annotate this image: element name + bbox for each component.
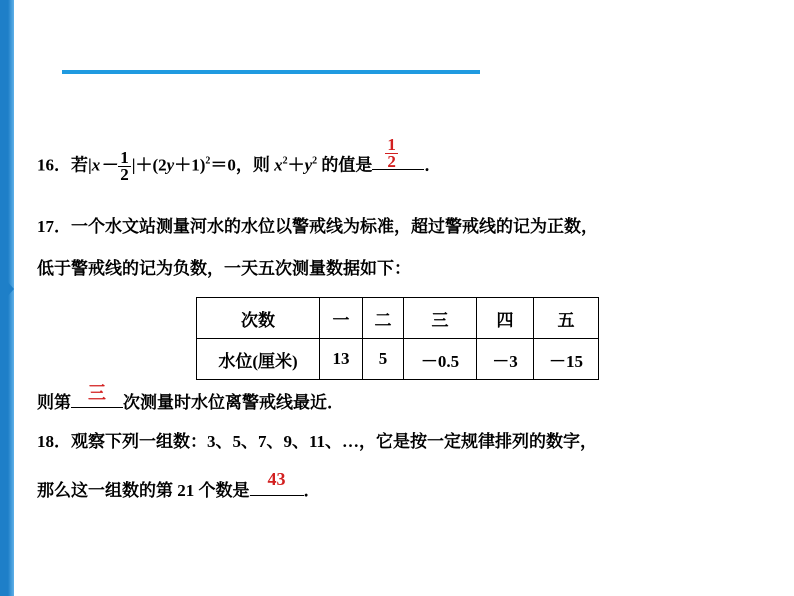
q16-text-plus: ＋ bbox=[287, 155, 305, 175]
q16-text-start: 16．若| bbox=[37, 155, 92, 175]
q18-text: 那么这一组数的第 21 个数是 bbox=[37, 481, 250, 500]
q17-answer: 三 bbox=[88, 383, 106, 403]
q16-var-y: y bbox=[166, 155, 175, 175]
question-18-line1: 18．观察下列一组数：3、5、7、9、11、…，它是按一定规律排列的数字， bbox=[37, 432, 598, 451]
q16-exponent-y: 2 bbox=[312, 155, 318, 167]
q16-var-x: x－ bbox=[91, 155, 118, 175]
q16-answer-blank bbox=[372, 135, 424, 172]
question-16 bbox=[37, 135, 442, 184]
q17-answer-blank bbox=[71, 383, 123, 408]
q16-exponent-x: 2 bbox=[282, 155, 288, 167]
q16-text-eq: ＝0，则 bbox=[210, 155, 275, 175]
q16-answer-denominator: 2 bbox=[387, 152, 396, 172]
question-17-line2: 低于警戒线的记为负数，一天五次测量数据如下： bbox=[37, 259, 411, 278]
table-cell: 二 bbox=[363, 298, 404, 339]
table-cell: 水位(厘米) bbox=[197, 339, 320, 380]
q16-var-x2: x bbox=[274, 155, 283, 175]
q16-fraction-numerator: 1 bbox=[120, 148, 129, 167]
q16-var-y2: y bbox=[304, 155, 313, 175]
q16-period: ． bbox=[424, 155, 442, 175]
table-cell: －3 bbox=[477, 339, 534, 380]
question-18-line2 bbox=[37, 469, 321, 501]
q16-text-plus1: ＋1) bbox=[174, 155, 206, 175]
q16-fraction-denominator: 2 bbox=[120, 165, 129, 184]
table-cell: 五 bbox=[534, 298, 599, 339]
q16-answer-fraction bbox=[385, 137, 398, 170]
q16-text-tail: 的值是 bbox=[317, 155, 373, 175]
table-cell: 13 bbox=[320, 339, 363, 380]
water-level-table bbox=[196, 297, 599, 380]
table-cell: 一 bbox=[320, 298, 363, 339]
q18-period: ． bbox=[303, 481, 321, 500]
left-accent-bar bbox=[0, 0, 14, 596]
q17-answer-prefix: 则第 bbox=[37, 393, 71, 412]
q16-answer-numerator: 1 bbox=[387, 135, 396, 155]
q16-text-mid: |＋(2 bbox=[131, 155, 167, 175]
question-17-answer-line bbox=[37, 383, 344, 413]
q16-fraction bbox=[118, 150, 131, 183]
q16-exponent: 2 bbox=[205, 155, 211, 167]
table-cell: 5 bbox=[363, 339, 404, 380]
q18-answer-blank bbox=[250, 469, 304, 496]
table-cell: 次数 bbox=[197, 298, 320, 339]
q17-answer-suffix: 次测量时水位离警戒线最近． bbox=[123, 393, 344, 412]
sidebar-notch-icon bbox=[6, 280, 14, 298]
table-cell: －0.5 bbox=[404, 339, 477, 380]
table-row bbox=[197, 298, 599, 339]
q18-answer: 43 bbox=[267, 469, 286, 489]
table-cell: －15 bbox=[534, 339, 599, 380]
table-row bbox=[197, 339, 599, 380]
header-divider bbox=[62, 70, 480, 74]
table-cell: 三 bbox=[404, 298, 477, 339]
question-17-line1: 17．一个水文站测量河水的水位以警戒线为标准，超过警戒线的记为正数， bbox=[37, 217, 598, 236]
table-cell: 四 bbox=[477, 298, 534, 339]
